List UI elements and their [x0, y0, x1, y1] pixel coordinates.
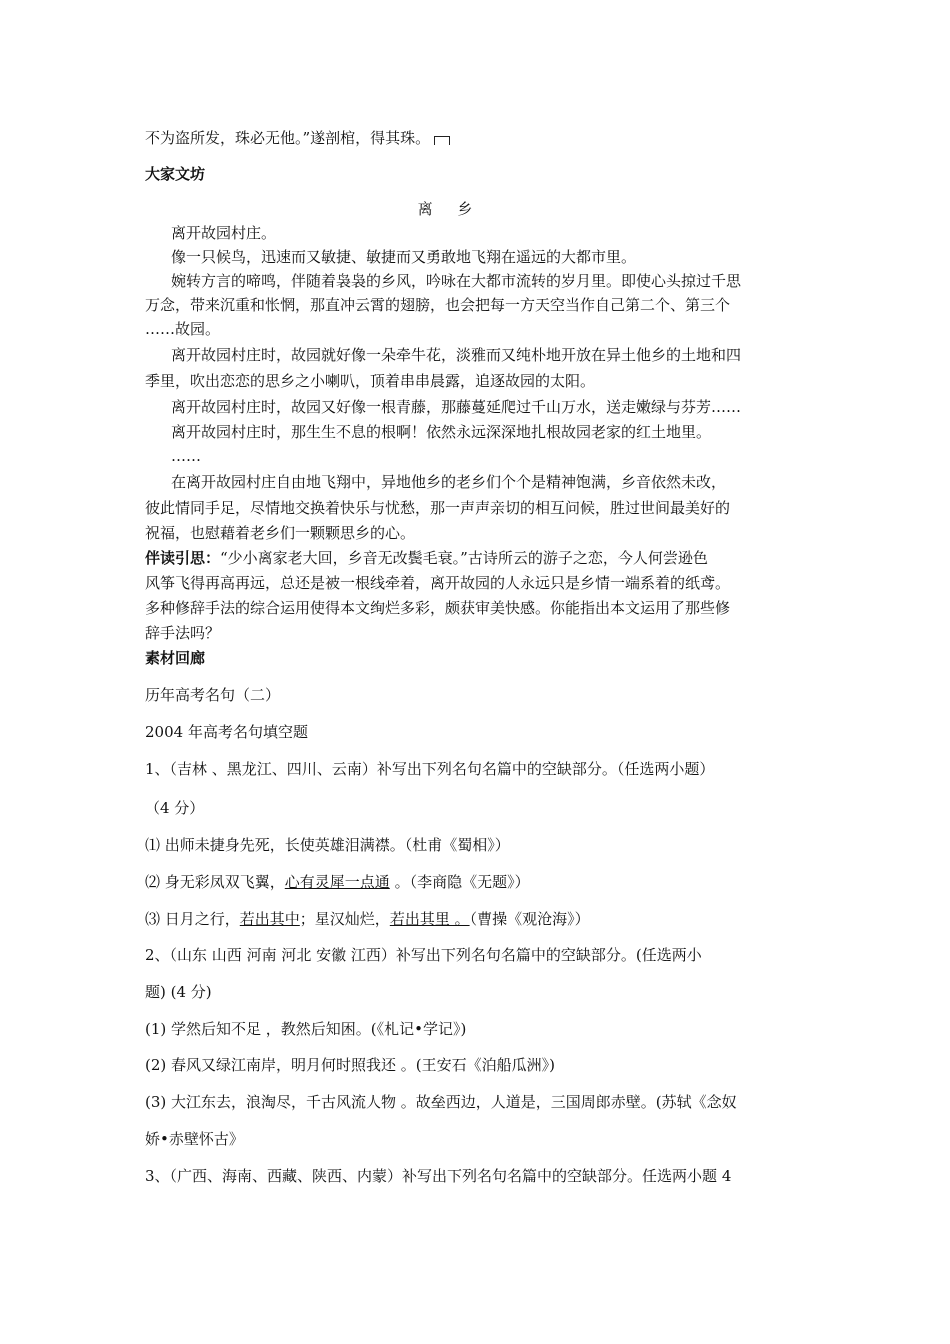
question-item: (2) 春风又绿江南岸，明月何时照我还 。(王安石《泊船瓜洲》) [145, 1056, 555, 1074]
question-item: 娇•赤壁怀古》 [145, 1130, 244, 1148]
subheading: 历年高考名句（二） [145, 686, 281, 704]
question-item [145, 907, 810, 931]
text-span: （曹操《观沧海》） [469, 910, 590, 928]
paragraph-line: 彼此情同手足，尽情地交换着快乐与忧愁，那一声声亲切的相互问候，胜过世间最美好的 [145, 499, 731, 517]
guide-line: 辞手法吗？ [145, 624, 221, 642]
guide-line: 风筝飞得再高再远，总还是被一根线牵着，离开故园的人永远只是乡情一端系着的纸鸢。 [145, 574, 731, 592]
section-heading: 大家文坊 [145, 165, 206, 183]
paragraph-line: 祝福，也慰藉着老乡们一颗颗思乡的心。 [145, 524, 416, 542]
paragraph-line: 离开故园村庄时，那生生不息的根啊！依然永远深深地扎根故园老家的红土地里。 [171, 423, 712, 441]
text-span: 不为盗所发，珠必无他。”遂剖棺，得其珠。 [145, 129, 431, 147]
paragraph-line: 在离开故园村庄自由地飞翔中，异地他乡的老乡们个个是精神饱满，乡音依然未改， [171, 473, 727, 491]
question-item: (3) 大江东去，浪淘尽，千古风流人物 。故垒西边，人道是，三国周郎赤壁。(苏轼《念奴 [145, 1093, 737, 1111]
paragraph-line: 离开故园村庄。 [171, 224, 277, 242]
question-item: (1) 学然后知不足 ，教然后知困。(《札记•学记》) [145, 1020, 467, 1038]
section-heading: 素材回廊 [145, 649, 206, 667]
paragraph-line: 离开故园村庄时，故园就好像一朵牵牛花，淡雅而又纯朴地开放在异土他乡的土地和四 [171, 346, 742, 364]
guide-text: “少小离家老大回，乡音无改鬓毛衰。”古诗所云的游子之恋，今人何尝逊色 [220, 549, 708, 567]
text-line [145, 126, 810, 150]
question-line: 题) (4 分) [145, 983, 212, 1001]
paragraph-line: 离开故园村庄时，故园又好像一根青藤，那藤蔓延爬过千山万水，送走嫩绿与芬芳…… [171, 398, 742, 416]
guide-line: 多种修辞手法的综合运用使得本文绚烂多彩，颇获审美快感。你能指出本文运用了那些修 [145, 599, 731, 617]
answer-text: 若出其里 。 [389, 910, 470, 928]
paragraph-line: ……故园。 [145, 320, 221, 338]
text-span: ⑵ 身无彩凤双飞翼， [145, 873, 285, 891]
answer-text: 心有灵犀一点通 [284, 873, 390, 891]
question-line: （4 分） [145, 799, 205, 817]
subheading: 2004 年高考名句填空题 [145, 723, 308, 741]
article-title: 离 乡 [417, 200, 483, 218]
paragraph-line: …… [171, 447, 201, 465]
paragraph-line: 季里，吹出恋恋的思乡之小喇叭，顶着串串晨露，追逐故园的太阳。 [145, 372, 596, 390]
guide-line [145, 546, 810, 570]
text-span: ⑶ 日月之行， [145, 910, 240, 928]
return-mark-icon [434, 136, 450, 145]
question-item: ⑴ 出师未捷身先死，长使英雄泪满襟。（杜甫《蜀相》） [145, 836, 510, 854]
question-line: 3、（广西、海南、西藏、陕西、内蒙）补写出下列名句名篇中的空缺部分。任选两小题 4 [145, 1167, 732, 1185]
question-line: 2、（山东 山西 河南 河北 安徽 江西）补写出下列名句名篇中的空缺部分。(任选两小 [145, 946, 702, 964]
question-item [145, 870, 810, 894]
question-line: 1、（吉林 、黑龙江、四川、云南）补写出下列名句名篇中的空缺部分。（任选两小题） [145, 760, 715, 778]
paragraph-line: 像一只候鸟，迅速而又敏捷、敏捷而又勇敢地飞翔在遥远的大都市里。 [171, 248, 637, 266]
answer-text: 若出其中 [239, 910, 300, 928]
text-span: ；星汉灿烂， [299, 910, 390, 928]
text-span: 。（李商隐《无题》） [389, 873, 530, 891]
paragraph-line: 婉转方言的啼鸣，伴随着袅袅的乡风，吟咏在大都市流转的岁月里。即使心头掠过千思 [171, 272, 742, 290]
guide-label: 伴读引思： [145, 549, 221, 567]
paragraph-line: 万念，带来沉重和怅惘，那直冲云霄的翅膀，也会把每一方天空当作自己第二个、第三个 [145, 296, 731, 314]
